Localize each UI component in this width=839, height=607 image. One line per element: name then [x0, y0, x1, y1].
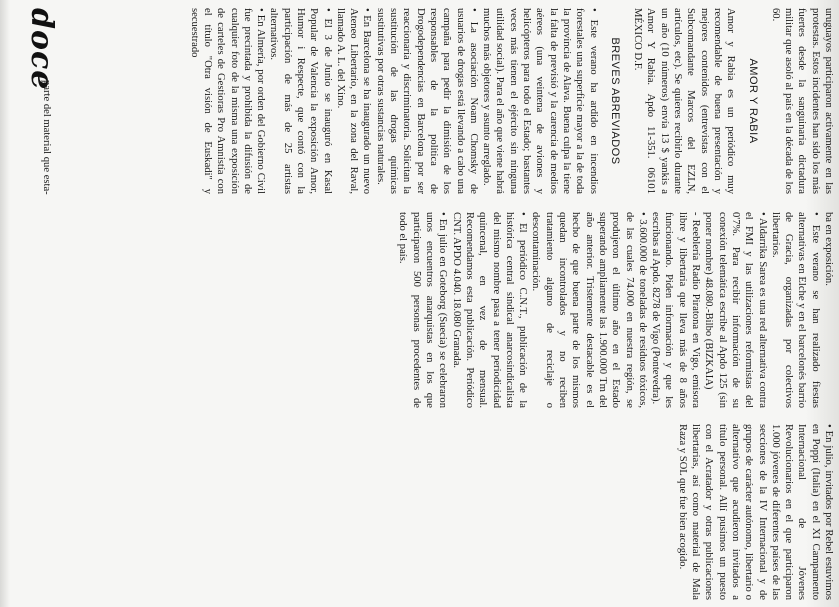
heading-breves-abreviados: BREVES ABREVIADOS — [608, 37, 621, 165]
page-number-doce: doce — [24, 8, 59, 91]
paragraph: uruguayos participaron activamente en las protestas. Estos incidentes han sido los más fuertes desde la sanguinaria dictadura militar que asoló al país en la década de los 60. — [769, 8, 834, 194]
paragraph: ba en exposición. — [823, 212, 834, 286]
news-item: • Este verano se han realizado fiestas alternativas en Elche y en el barcelonés barrio de Gracia, organizadas por colectivos libertarios. — [769, 212, 821, 408]
column-right — [675, 424, 835, 600]
news-item: • Aldarrika Sarea es una red alternativa contra el FMI y las utilizaciones reformistas del 0'7%. Para recibir información de su conexión telemática escribe al Apdo 125 (sin poner nombre) 48.080.-Bilbo (BIZKAIA) — [703, 212, 768, 408]
continued-text: parte del material que esta- — [41, 80, 52, 195]
news-item: • El periódico C.N.T., publicación de la histórica central sindical anarcosindicalista del mismo nombre pasa a tener periodicidad quincenal, en vez de mensual. Recomendamos esta publicación. Periódico CNT. APDO 4.040. 18.080 Granada. — [450, 212, 529, 408]
news-item: • El 3 de Junio se inauguró en Kasal Popular de Valencia la exposición Amor, Humor i Respecte, que contó con la participación de más de 25 artistas alternativos. — [268, 8, 333, 194]
news-item: • Este verano ha ardido en incendios forestales una superficie mayor a la de toda la provincia de Alava. Buena culpa la tiene la falta de previsió y la carencia de medios aéreos (una veintena de aviones y helicópteros para todo el Estado; bastantes veces más tienen el ejército sin ninguna utilidad social). Para el año que viene habrá muchos más objetores y asunto arreglado. — [481, 8, 599, 194]
column-middle — [396, 212, 835, 408]
news-item: - Reeblería Radio Piratona en Vigo, emisora libre y libertaria que lleva más de 8 años funcionando. Piden información y que les escribas al Apdo. 8278 de Vigo (Pontevedra). — [650, 212, 702, 408]
paragraph: Amor y Rabia es un periódico muy recomendable de buena presentación y mejores contenidos (entrevistas con el Subcomandante Marcos del EZLN, artículos, etc). Se quieres recibirlo durante un año (10 números) envía 13 $ yankis a Amor Y Rabia. Apdo 11-351. 06101 MÉXICO D.F. — [632, 8, 737, 194]
news-item: • En Almería, por orden del Gobierno Civil fue precintada y prohibida la difusión de cualquier foto de la misma una exposición de carteles de Gestioras Pro Amnistía con el título "Otra visión de Euskadi" y secuestrado — [188, 8, 267, 194]
news-item: • En julio en Goteborg (Suecia) se celebraron unos encuentros anarquistas en los que participaron 500 personas procedentes de todo el país. — [397, 212, 449, 408]
news-item: • En Barcelona se ha inaugurado un nuevo Ateneo Libertario, en la zona del Raval, llamado A. L. del Xino. — [334, 8, 373, 194]
heading-amor-y-rabia: AMOR Y RABIA — [746, 58, 759, 144]
news-item: • La asociación Noam Chomsky de usuarios de drogas está llevando a cabo una campaña para pedir la dimisión de los responsables de la política de Drogodependencias en Barcelona por ser reaccionaria y discriminatoria. Solicitan la sustitución de las drogas químicas sustitutivas por otras sustancias naturales. — [374, 8, 479, 194]
news-item: • En julio, invitados por Rebel estuvimos en Poppi (Italia) en el XI Campamento Internacional de Jóvenes Revolucionarios en el que participaron 1.000 jóvenes de diferentes países de las secciones de la IV Internacional y de grupos de carácter autónomo, libertario o alternativo que acudieron invitados a título personal. Allí pusimos un puesto con el Acratador y otras publicaciones libertarias, así como material de Mala Raza y SOL que fue bien acogido. — [676, 424, 834, 600]
column-left — [187, 8, 835, 194]
news-item: • 3.600.000 de toneladas de residuos tóxicos, de las cuales 74.000 en nuestra región, se produjeron el último año en el Estado superando ampliamente las 1.900.000 Tm del año anterior. Tristemente destacable es el hecho de que buena parte de los mismos quedan incontrolados y no reciben tratamiento alguno de reciclaje o descontaminación. — [530, 212, 648, 408]
